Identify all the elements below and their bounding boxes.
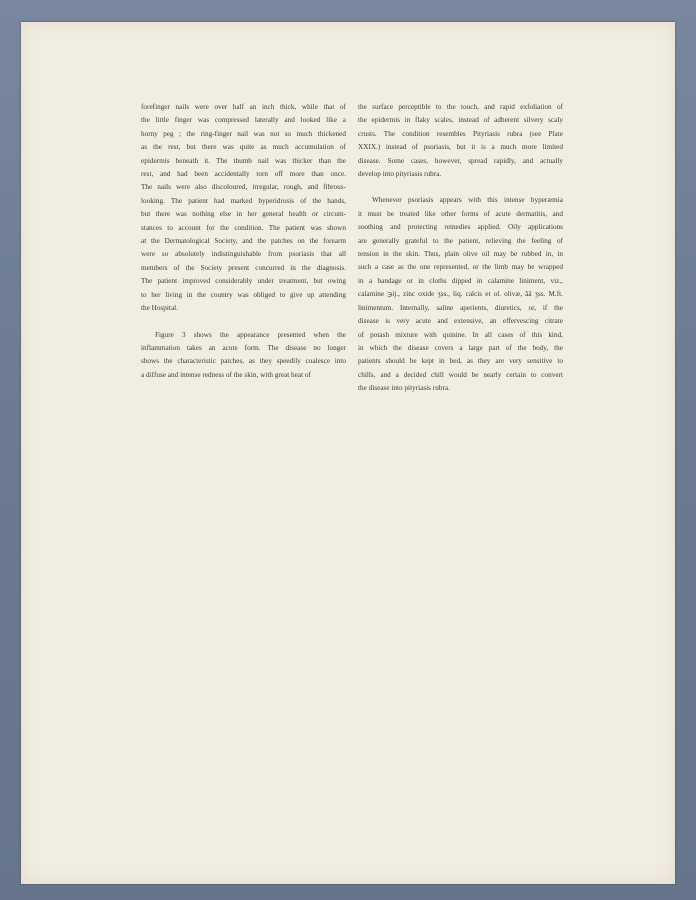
text-line: XXIX.) instead of psoriasis, but it is a much more limited	[358, 143, 563, 152]
text-line: chills, and a decided chill would be nearly certain to convert	[358, 370, 563, 379]
text-line: crusts. The condition resembles Pityriasis rubra (see Plate	[358, 129, 563, 138]
text-line: patients should be kept in bed, as they are very sensitive to	[358, 357, 563, 366]
text-line: at the Dermatological Society, and the patches on the forearm	[141, 237, 346, 246]
paragraph	[141, 329, 346, 383]
text-line: tension in the skin. Thus, plain olive oil may be rubbed in, in	[358, 250, 563, 259]
paragraph	[141, 101, 346, 316]
text-line: The patient improved considerably under treatment, but owing	[141, 277, 346, 286]
text-line: the disease into pityriasis rubra.	[358, 384, 450, 393]
text-line: horny peg ; the ring-finger nail was not so much thickened	[141, 129, 346, 138]
text-line: looking. The patient had marked hyperidrosis of the hands,	[141, 196, 346, 205]
text-line: disease is very acute and extensive, an effervescing citrate	[358, 317, 563, 326]
text-line: Figure 3 shows the appearance presented when the	[155, 330, 346, 339]
text-line: The nails were also discoloured, irregular, rough, and fibrous-	[141, 183, 346, 192]
right-text-column	[358, 101, 563, 396]
text-line: members of the Society present concurred in the diagnosis.	[141, 263, 346, 272]
text-line: the Hospital.	[141, 304, 178, 313]
text-line: forefinger nails were over half an inch thick, while that of	[141, 103, 346, 111]
document-page	[21, 22, 675, 884]
paragraph	[358, 101, 563, 181]
text-line: rest, and had been accidentally torn off more than once.	[141, 170, 346, 179]
text-line: it must be treated like other forms of acute dermatitis, and	[358, 209, 563, 218]
text-line: a diffuse and intense redness of the skin, with great heat of	[141, 370, 311, 379]
text-line: linimentum. Internally, saline aperients, diuretics, or, if the	[358, 303, 563, 312]
text-line: of potash mixture with quinine. In all cases of this kind,	[358, 330, 563, 339]
text-line: the surface perceptible to the touch, and rapid exfoliation of	[358, 103, 563, 111]
text-line: shows the characteristic patches, as they speedily coalesce into	[141, 357, 346, 366]
text-line: but there was nothing else in her general health or circum-	[141, 210, 346, 219]
text-line: are generally grateful to the patient, relieving the feeling of	[358, 236, 563, 245]
text-line: Whenever psoriasis appears with this intense hyperæmia	[372, 196, 563, 205]
text-line: soothing and protecting remedies applied. Oily applications	[358, 223, 563, 232]
text-line: in a bandage or in cloths dipped in calamine liniment, viz.,	[358, 276, 563, 285]
text-line: the little finger was compressed laterally and looked like a	[141, 116, 346, 125]
paragraph	[358, 194, 563, 395]
text-line: as the rest, but there was quite as much accumulation of	[141, 143, 346, 152]
text-line: to her living in the country was obliged to give up attending	[141, 290, 346, 299]
text-line: epidermis beneath it. The thumb nail was thicker than the	[141, 156, 346, 165]
text-line: the epidermis in flaky scales, instead of adherent silvery scaly	[358, 116, 563, 125]
text-line: develop into pityriasis rubra.	[358, 170, 442, 179]
left-text-column	[141, 101, 346, 382]
text-line: inflammation takes an acute form. The disease no longer	[141, 343, 346, 352]
text-line: stances to account for the condition. The patient was shown	[141, 223, 346, 232]
text-line: in which the disease covers a large part of the body, the	[358, 343, 563, 352]
text-line: disease. Some cases, however, spread rapidly, and actually	[358, 156, 563, 165]
text-line: were so absolutely indistinguishable from psoriasis that all	[141, 250, 346, 259]
text-line: calamine ℈ij., zinc oxide ʒss., liq. calcis et ol. olivæ, āā ʒss. M.ft.	[358, 290, 563, 299]
text-line: such a case as the one represented, or the limb may be wrapped	[358, 263, 563, 272]
